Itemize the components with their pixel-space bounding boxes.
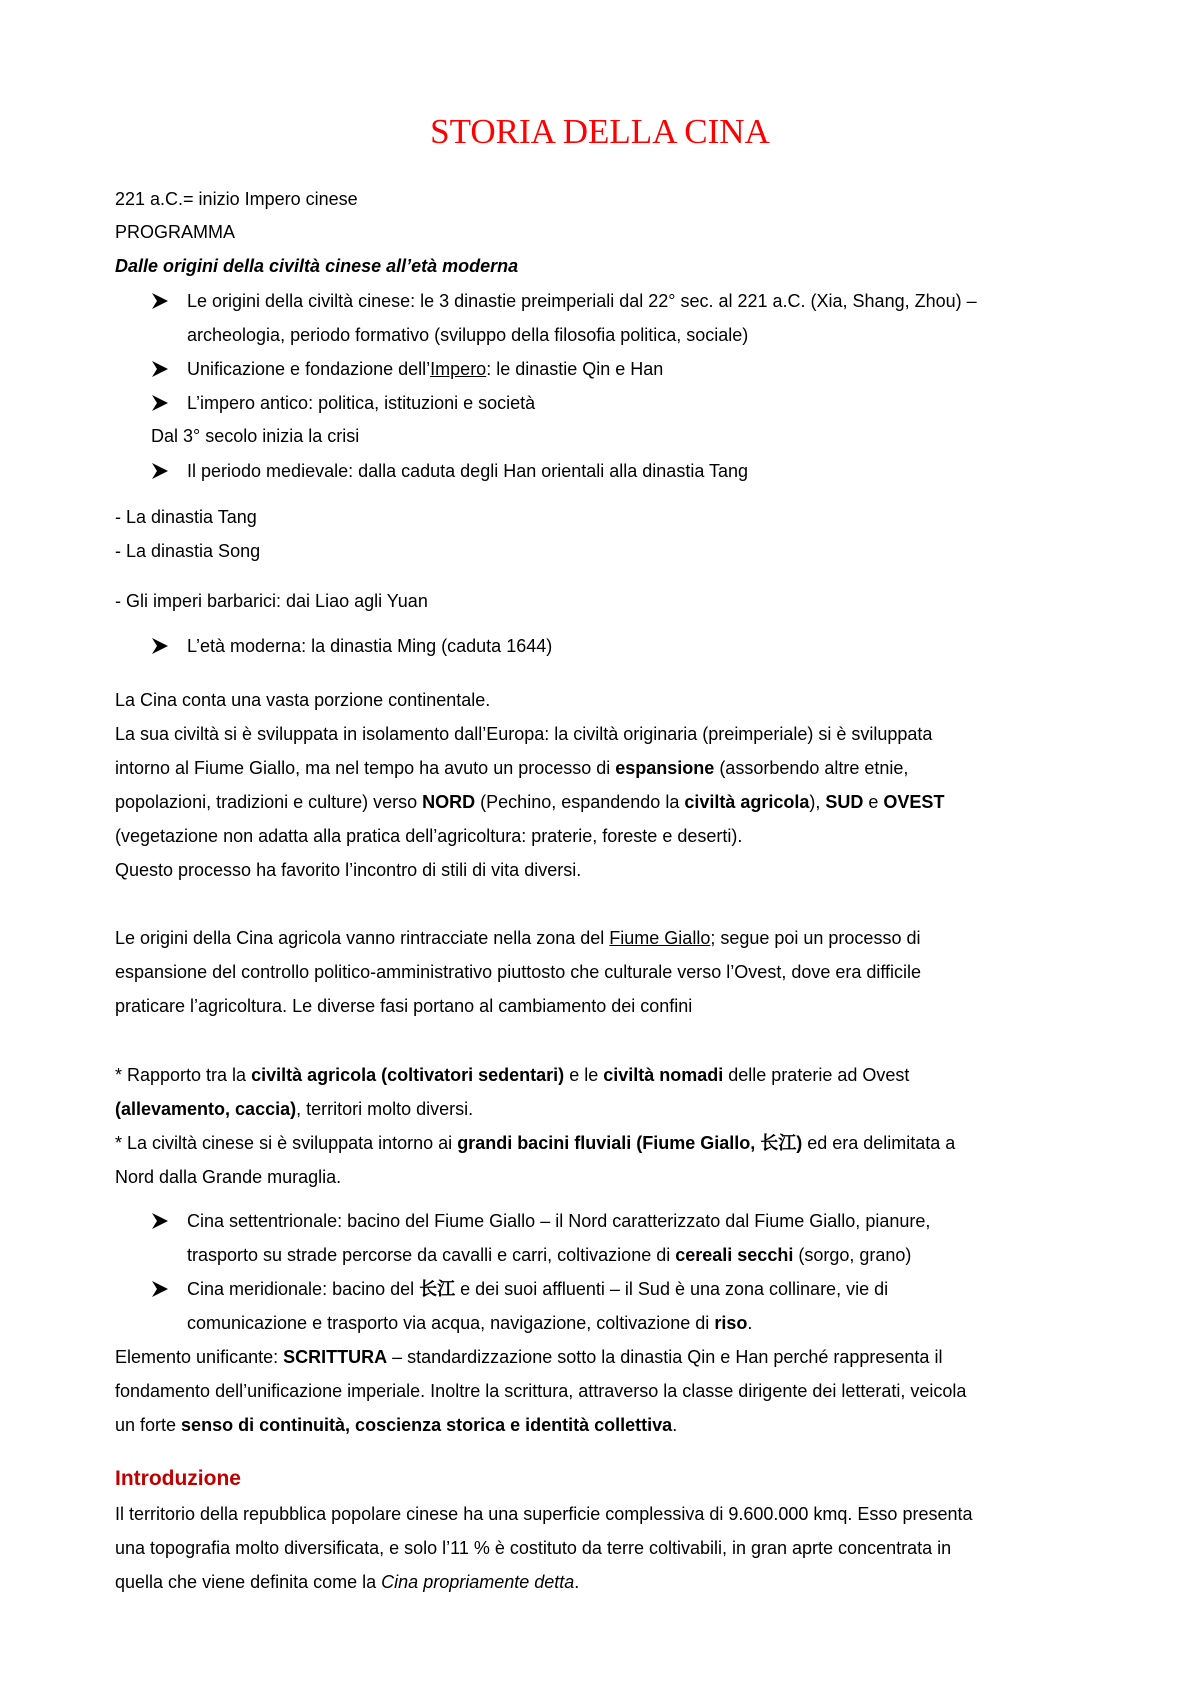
region-south-line-2: comunicazione e trasporto via acqua, navigazione, coltivazione di riso. (187, 1313, 753, 1333)
crisis-line: Dal 3° secolo inizia la crisi (151, 426, 360, 446)
para3-line-4: Nord dalla Grande muraglia. (115, 1167, 342, 1187)
writing-line-3: un forte senso di continuità, coscienza storica e identità collettiva. (115, 1415, 678, 1435)
dynasty-tang: - La dinastia Tang (115, 507, 257, 527)
arrow-bullet-icon (151, 1279, 169, 1299)
introduzione-line-2: una topografia molto diversificata, e solo l’11 % è costituto da terre coltivabili, in gran aprte concentrata in (115, 1538, 952, 1558)
para3-line-3: * La civiltà cinese si è sviluppata intorno ai grandi bacini fluviali (Fiume Giallo, 长江) ed era delimitata a (115, 1133, 956, 1153)
para2-line-2: espansione del controllo politico-amministrativo piuttosto che culturale verso l’Ovest, dove era difficile (115, 962, 922, 982)
programma-subtitle: Dalle origini della civiltà cinese all’età moderna (115, 256, 519, 276)
para1-line-4: popolazioni, tradizioni e culture) verso NORD (Pechino, espandendo la civiltà agricola), SUD e OVEST (115, 792, 945, 812)
arrow-bullet-icon (151, 393, 169, 413)
writing-line-2: fondamento dell’unificazione imperiale. Inoltre la scrittura, attraverso la classe dirigente dei letterati, veicola (115, 1381, 967, 1401)
programma-label: PROGRAMMA (115, 222, 236, 242)
programme-item-5: L’età moderna: la dinastia Ming (caduta 1644) (187, 636, 553, 656)
region-south-line-1: Cina meridionale: bacino del 长江 e dei suoi affluenti – il Sud è una zona collinare, vie di (187, 1279, 889, 1299)
dynasty-song: - La dinastia Song (115, 541, 261, 561)
arrow-bullet-icon (151, 636, 169, 656)
para3-line-2: (allevamento, caccia), territori molto diversi. (115, 1099, 474, 1119)
arrow-bullet-icon (151, 291, 169, 311)
arrow-bullet-icon (151, 1211, 169, 1231)
document-title: STORIA DELLA CINA (430, 112, 770, 151)
programme-item-1: Le origini della civiltà cinese: le 3 dinastie preimperiali dal 22° sec. al 221 a.C. (Xia, Shang, Zhou) – (187, 291, 977, 311)
programme-item-4: Il periodo medievale: dalla caduta degli Han orientali alla dinastia Tang (187, 461, 749, 481)
dynasty-barbarian: - Gli imperi barbarici: dai Liao agli Yuan (115, 591, 428, 611)
para1-line-2: La sua civiltà si è sviluppata in isolamento dall’Europa: la civiltà originaria (preimperiale) si è sviluppata (115, 724, 933, 744)
para1-line-3: intorno al Fiume Giallo, ma nel tempo ha avuto un processo di espansione (assorbendo altre etnie, (115, 758, 909, 778)
para3-line-1: * Rapporto tra la civiltà agricola (coltivatori sedentari) e le civiltà nomadi delle praterie ad Ovest (115, 1065, 910, 1085)
para2-line-1: Le origini della Cina agricola vanno rintracciate nella zona del Fiume Giallo; segue poi un processo di (115, 928, 921, 948)
para1-line-1: La Cina conta una vasta porzione continentale. (115, 690, 491, 710)
programme-item-2: Unificazione e fondazione dell’Impero: le dinastie Qin e Han (187, 359, 664, 379)
introduzione-line-1: Il territorio della repubblica popolare cinese ha una superficie complessiva di 9.600.000 kmq. Esso presenta (115, 1504, 973, 1524)
programme-item-3: L’impero antico: politica, istituzioni e società (187, 393, 536, 413)
para1-line-6: Questo processo ha favorito l’incontro di stili di vita diversi. (115, 860, 582, 880)
introduzione-line-3: quella che viene definita come la Cina propriamente detta. (115, 1572, 580, 1592)
arrow-bullet-icon (151, 461, 169, 481)
para1-line-5: (vegetazione non adatta alla pratica dell’agricoltura: praterie, foreste e deserti). (115, 826, 743, 846)
introduzione-heading: Introduzione (115, 1467, 241, 1490)
region-north-line-1: Cina settentrionale: bacino del Fiume Giallo – il Nord caratterizzato dal Fiume Giallo, pianure, (187, 1211, 931, 1231)
date-line: 221 a.C.= inizio Impero cinese (115, 189, 358, 209)
programme-item-1-cont: archeologia, periodo formativo (sviluppo della filosofia politica, sociale) (187, 325, 749, 345)
para2-line-3: praticare l’agricoltura. Le diverse fasi portano al cambiamento dei confini (115, 996, 693, 1016)
arrow-bullet-icon (151, 359, 169, 379)
writing-line-1: Elemento unificante: SCRITTURA – standardizzazione sotto la dinastia Qin e Han perché rappresenta il (115, 1347, 943, 1367)
region-north-line-2: trasporto su strade percorse da cavalli e carri, coltivazione di cereali secchi (sorgo, grano) (187, 1245, 912, 1265)
